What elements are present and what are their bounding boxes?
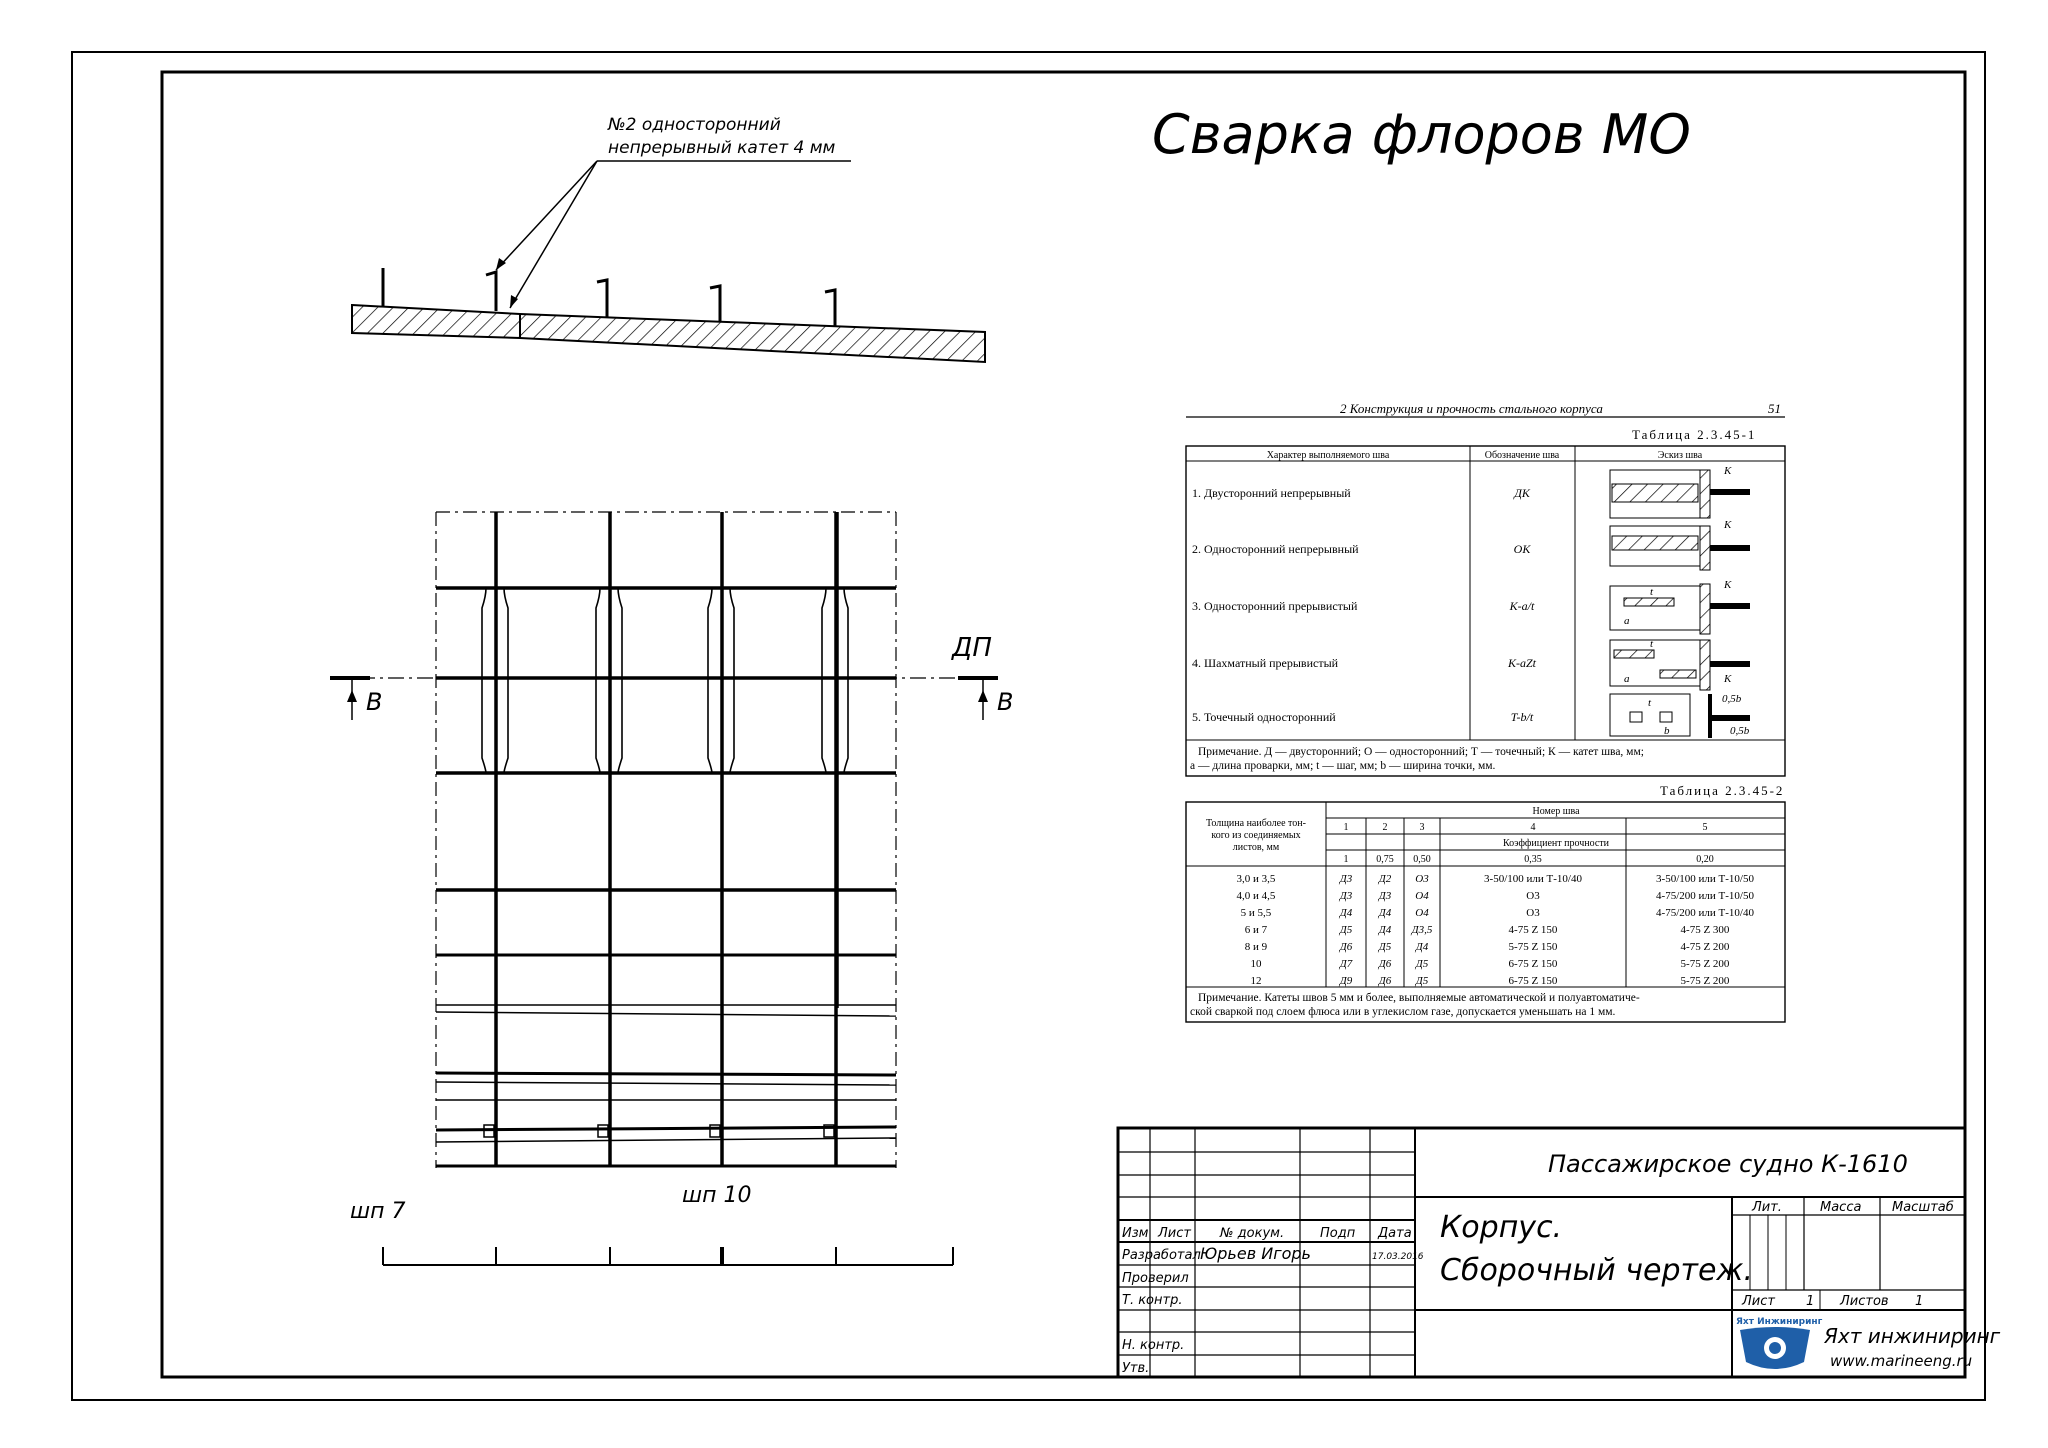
stamp-role-check: Проверил <box>1122 1271 1189 1286</box>
svg-text:Яхт Инжиниринг: Яхт Инжиниринг <box>1736 1317 1823 1327</box>
stamp-project: Пассажирское судно К-1610 <box>1548 1150 1908 1178</box>
t2-coef-4: 0,35 <box>1524 854 1542 865</box>
t1-row2-name: 2. Односторонний непрерывный <box>1192 542 1359 556</box>
weld-section-view <box>352 115 985 362</box>
label-b-left: В <box>366 688 383 716</box>
sk-k2: K <box>1724 519 1732 531</box>
t2-num-4: 4 <box>1530 822 1536 833</box>
t1-head-3: Эскиз шва <box>1657 450 1703 461</box>
table2-cell: Д5 <box>1415 958 1429 970</box>
table2-cell: Д6 <box>1378 975 1392 987</box>
table2-cell: Д3 <box>1339 890 1353 902</box>
stamp-hdr-izm: Изм <box>1122 1226 1149 1241</box>
t2-num-3: 3 <box>1419 822 1425 833</box>
table2-cell: Д4 <box>1378 907 1392 919</box>
table2-cell: 4,0 и 4,5 <box>1236 890 1276 902</box>
table2-cell: Д6 <box>1339 941 1353 953</box>
table2-cell: 4-75 Z 200 <box>1680 941 1730 953</box>
t2-head-left-3: листов, мм <box>1232 842 1280 853</box>
stamp-role-tcontrol: Т. контр. <box>1122 1293 1183 1308</box>
sk-a3: a <box>1624 615 1630 627</box>
label-dp: ДП <box>952 633 992 663</box>
stamp-hdr-sign: Подп <box>1320 1226 1356 1241</box>
sk-k4: K <box>1724 673 1732 685</box>
bottom-plate-section <box>352 305 985 362</box>
table2-cell: 4-75 Z 300 <box>1680 924 1730 936</box>
t1-row1-code: ДК <box>1514 486 1530 500</box>
table2-cell: Д3,5 <box>1411 924 1433 936</box>
drawing-title: Сварка флоров МО <box>1152 103 1691 166</box>
sk-b5: b <box>1664 725 1670 737</box>
stamp-sheets-val: 1 <box>1915 1294 1924 1309</box>
table1-caption: Таблица 2.3.45-1 <box>1632 427 1757 442</box>
table2-cell: 10 <box>1250 958 1262 970</box>
stamp-role-dev: Разработал <box>1122 1248 1201 1263</box>
table2-cell: 5 и 5,5 <box>1240 907 1272 919</box>
t1-row3-name: 3. Односторонний прерывистый <box>1192 599 1358 613</box>
t1-note-2: a — длина проварки, мм; t — шаг, мм; b — ширина точки, мм. <box>1190 760 1496 772</box>
t2-head-group: Номер шва <box>1532 806 1580 817</box>
label-frame-10: шп 10 <box>682 1183 752 1208</box>
table2-caption: Таблица 2.3.45-2 <box>1660 783 1785 798</box>
stamp-role-ncontrol: Н. контр. <box>1122 1338 1185 1353</box>
label-frame-7: шп 7 <box>350 1199 406 1224</box>
stamp-dev-date: 17.03.2016 <box>1372 1252 1424 1262</box>
sk-t3: t <box>1650 586 1654 598</box>
table2-cell: Д5 <box>1415 975 1429 987</box>
t1-note-1: Примечание. Д — двусторонний; О — односторонний; Т — точечный; К — катет шва, мм; <box>1198 746 1644 758</box>
t2-num-5: 5 <box>1702 822 1708 833</box>
t1-row5-code: T-b/t <box>1510 710 1534 724</box>
table2-cell: 6 и 7 <box>1244 924 1268 936</box>
t2-coef-1: 1 <box>1343 854 1349 865</box>
t1-head-2: Обозначение шва <box>1484 450 1560 461</box>
stamp-doc-line2: Сборочный чертеж. <box>1440 1253 1753 1288</box>
table2-cell: 4-75/200 или Т-10/40 <box>1656 907 1754 919</box>
table2-cell: О3 <box>1415 873 1429 885</box>
table2-cell: О4 <box>1415 907 1429 919</box>
sk-k1: K <box>1724 465 1732 477</box>
t1-row4-name: 4. Шахматный прерывистый <box>1192 656 1339 670</box>
stamp-dev-name: Юрьев Игорь <box>1200 1244 1311 1263</box>
stamp-scale: Масштаб <box>1892 1200 1954 1215</box>
table2-cell: Д4 <box>1378 924 1392 936</box>
t2-num-2: 2 <box>1382 822 1388 833</box>
table2-cell: 12 <box>1250 975 1262 987</box>
stamp-hdr-docnum: № докум. <box>1220 1226 1285 1241</box>
callout-line2: непрерывный катет 4 мм <box>608 138 836 158</box>
table2-cell: Д7 <box>1339 958 1353 970</box>
stamp-mass: Масса <box>1820 1200 1862 1215</box>
table2-cell: Д4 <box>1339 907 1353 919</box>
table2-cell: 6-75 Z 150 <box>1508 958 1558 970</box>
t2-num-1: 1 <box>1343 822 1349 833</box>
stamp-website: www.marineeng.ru <box>1830 1352 1973 1370</box>
sk-a4: a <box>1624 673 1630 685</box>
label-b-right: В <box>997 688 1014 716</box>
stamp-doc-line1: Корпус. <box>1440 1210 1563 1245</box>
t2-head-left-2: кого из соединяемых <box>1211 830 1301 841</box>
sk-halfb-2: 0,5b <box>1730 725 1750 737</box>
t2-coef-head: Коэффициент прочности <box>1502 838 1610 849</box>
t1-head-1: Характер выполняемого шва <box>1266 450 1390 461</box>
stamp-role-approve: Утв. <box>1122 1361 1150 1376</box>
t1-row4-code: K-aZt <box>1507 656 1537 670</box>
t1-row1-name: 1. Двусторонний непрерывный <box>1192 486 1351 500</box>
table2-cell: 5-75 Z 200 <box>1680 975 1730 987</box>
t1-row2-code: ОК <box>1513 542 1531 556</box>
sk-k3: K <box>1724 579 1732 591</box>
company-logo <box>1736 1317 1823 1369</box>
table2-cell: 4-75 Z 150 <box>1508 924 1558 936</box>
t2-note-2: ской сваркой под слоем флюса или в углекислом газе, допускается уменьшать на 1 мм. <box>1190 1006 1616 1018</box>
stamp-sheet-label: Лист <box>1742 1294 1775 1309</box>
stamp-hdr-date: Дата <box>1378 1226 1412 1241</box>
ref-header: 2 Конструкция и прочность стального корпуса <box>1340 401 1603 416</box>
table2-cell: Д9 <box>1339 975 1353 987</box>
table2-cell: 4-75/200 или Т-10/50 <box>1656 890 1754 902</box>
t2-coef-2: 0,75 <box>1376 854 1394 865</box>
stamp-sheet-val: 1 <box>1806 1294 1815 1309</box>
table2-cell: Д5 <box>1378 941 1392 953</box>
table2-body <box>1237 873 1755 987</box>
stamp-company: Яхт инжиниринг <box>1824 1324 2001 1348</box>
stamp-lit: Лит. <box>1752 1200 1782 1215</box>
sk-t4: t <box>1650 638 1654 650</box>
table2-cell: О3 <box>1526 890 1540 902</box>
table2-cell: 6-75 Z 150 <box>1508 975 1558 987</box>
table2-cell: 5-75 Z 200 <box>1680 958 1730 970</box>
t1-row3-code: K-a/t <box>1509 599 1535 613</box>
stamp-sheets-label: Листов <box>1840 1294 1889 1309</box>
table2-cell: 3-50/100 или Т-10/50 <box>1656 873 1754 885</box>
floor-plan-view <box>330 512 1013 1265</box>
table2-cell: 8 и 9 <box>1244 941 1268 953</box>
reference-page <box>1186 401 1785 1022</box>
t2-note-1: Примечание. Катеты швов 5 мм и более, выполняемые автоматической и полуавтоматиче- <box>1198 992 1640 1004</box>
table2-cell: 5-75 Z 150 <box>1508 941 1558 953</box>
table2-cell: 3,0 и 3,5 <box>1236 873 1276 885</box>
table2-cell: Д2 <box>1378 873 1392 885</box>
stamp-hdr-list: Лист <box>1158 1226 1191 1241</box>
sk-halfb-1: 0,5b <box>1722 693 1742 705</box>
callout-line1: №2 односторонний <box>608 115 781 135</box>
table2-cell: Д5 <box>1339 924 1353 936</box>
table2-cell: О4 <box>1415 890 1429 902</box>
table2-cell: Д3 <box>1378 890 1392 902</box>
t2-coef-5: 0,20 <box>1696 854 1714 865</box>
inner-frame <box>162 72 1965 1377</box>
table2-cell: 3-50/100 или Т-10/40 <box>1484 873 1582 885</box>
table2-cell: Д6 <box>1378 958 1392 970</box>
t2-head-left-1: Толщина наиболее тон- <box>1206 818 1306 829</box>
ref-page-no: 51 <box>1768 401 1781 416</box>
table2-cell: Д3 <box>1339 873 1353 885</box>
table2-cell: Д4 <box>1415 941 1429 953</box>
t1-row5-name: 5. Точечный односторонний <box>1192 710 1336 724</box>
table2-cell: О3 <box>1526 907 1540 919</box>
sk-t5: t <box>1648 697 1652 709</box>
t2-coef-3: 0,50 <box>1413 854 1431 865</box>
